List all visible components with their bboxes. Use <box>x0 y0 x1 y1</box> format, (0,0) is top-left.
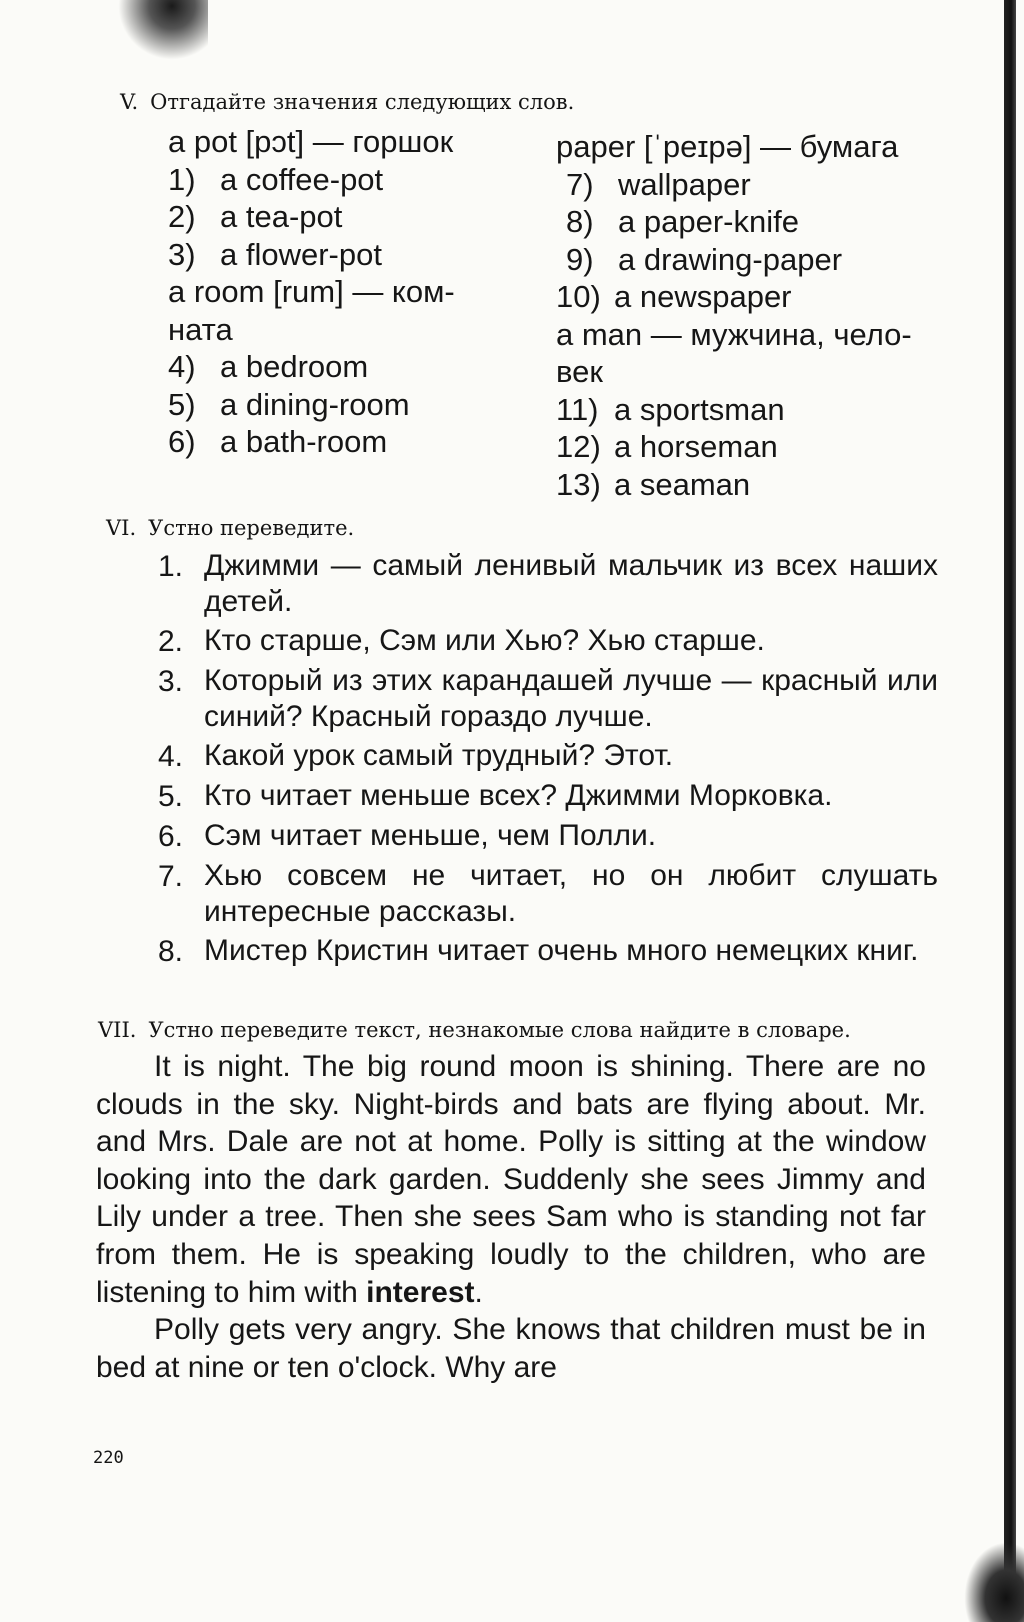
vocab-entry: paper [ˈpeɪpə] — бумага <box>556 129 899 164</box>
list-item: 3. Который из этих карандашей лучше — красный или синий? Красный гораздо лучше. <box>158 664 938 733</box>
translation-list <box>158 548 938 973</box>
section-vi-heading <box>106 516 354 540</box>
vocab-entry: 12) a horseman <box>556 429 778 464</box>
vocab-entry: a man — мужчина, чело- <box>556 316 912 352</box>
bold-word: interest <box>366 1275 475 1309</box>
vocab-entry: ната <box>168 311 233 347</box>
section-number: V. <box>120 90 139 114</box>
paragraph: It is night. The big round moon is shining. There are no clouds in the sky. Night-birds and bats are flying about. Mr. and Mrs. Dale are not at home. Polly is sitting at the window looking into the dark garden. Suddenly she sees Jimmy and Lily under a tree. Then she sees Sam who is standing not far from them. He is speaking loudly to the children, who are listening to him with interest. <box>96 1050 926 1309</box>
vocab-entry: 4) a bedroom <box>168 349 369 384</box>
section-number: VI. <box>106 516 137 540</box>
vocab-column-left <box>168 123 455 461</box>
vocab-entry: 5) a dining-room <box>168 386 410 422</box>
scan-smudge <box>118 0 208 60</box>
list-item: 2. Кто старше, Сэм или Хью? Хью старше. <box>158 624 765 658</box>
section-number: VII. <box>98 1018 137 1042</box>
section-v-heading <box>120 90 574 114</box>
page-edge-shadow <box>1004 0 1016 1622</box>
vocab-entry: 11) a sportsman <box>556 391 785 427</box>
vocab-entry: 10) a newspaper <box>556 279 792 314</box>
vocab-entry: 6) a bath-room <box>168 424 388 459</box>
list-item: 6. Сэм читает меньше, чем Полли. <box>158 819 657 853</box>
vocab-entry: a pot [pɔt] — горшок <box>168 124 454 159</box>
section-instruction: Устно переведите. <box>148 516 355 540</box>
page-number: 220 <box>93 1448 124 1468</box>
vocab-entry: век <box>556 354 603 389</box>
vocab-entry: 7) wallpaper <box>566 166 751 202</box>
vocab-entry: 1) a coffee-pot <box>168 161 384 197</box>
section-vii-heading <box>98 1018 851 1042</box>
scan-ink-blot <box>964 1542 1024 1622</box>
section-instruction: Устно переведите текст, незнакомые слова найдите в словаре. <box>148 1018 851 1042</box>
vocab-entry: 9) a drawing-paper <box>566 241 843 277</box>
paragraph: Polly gets very angry. She knows that children must be in bed at nine or ten o'clock. Why are <box>96 1313 926 1384</box>
list-item: 1. Джимми — самый ленивый мальчик из всех наших детей. <box>158 549 938 618</box>
vocab-column-right <box>556 128 912 503</box>
list-item: 4. Какой урок самый трудный? Этот. <box>158 739 674 773</box>
vocab-entry: 2) a tea-pot <box>168 199 343 234</box>
section-instruction: Отгадайте значения следующих слов. <box>150 90 575 114</box>
vocab-entry: 8) a paper-knife <box>566 204 799 239</box>
vocab-entry: 3) a flower-pot <box>168 236 382 272</box>
list-item: 8. Мистер Кристин читает очень много немецких книг. <box>158 934 919 968</box>
vocab-entry: a room [rum] — ком- <box>168 274 455 309</box>
list-item: 5. Кто читает меньше всех? Джимми Морковка. <box>158 779 833 813</box>
list-item: 7. Хью совсем не читает, но он любит слушать интересные рассказы. <box>158 859 938 928</box>
vocab-entry: 13) a seaman <box>556 466 751 502</box>
reading-text <box>96 1048 926 1386</box>
